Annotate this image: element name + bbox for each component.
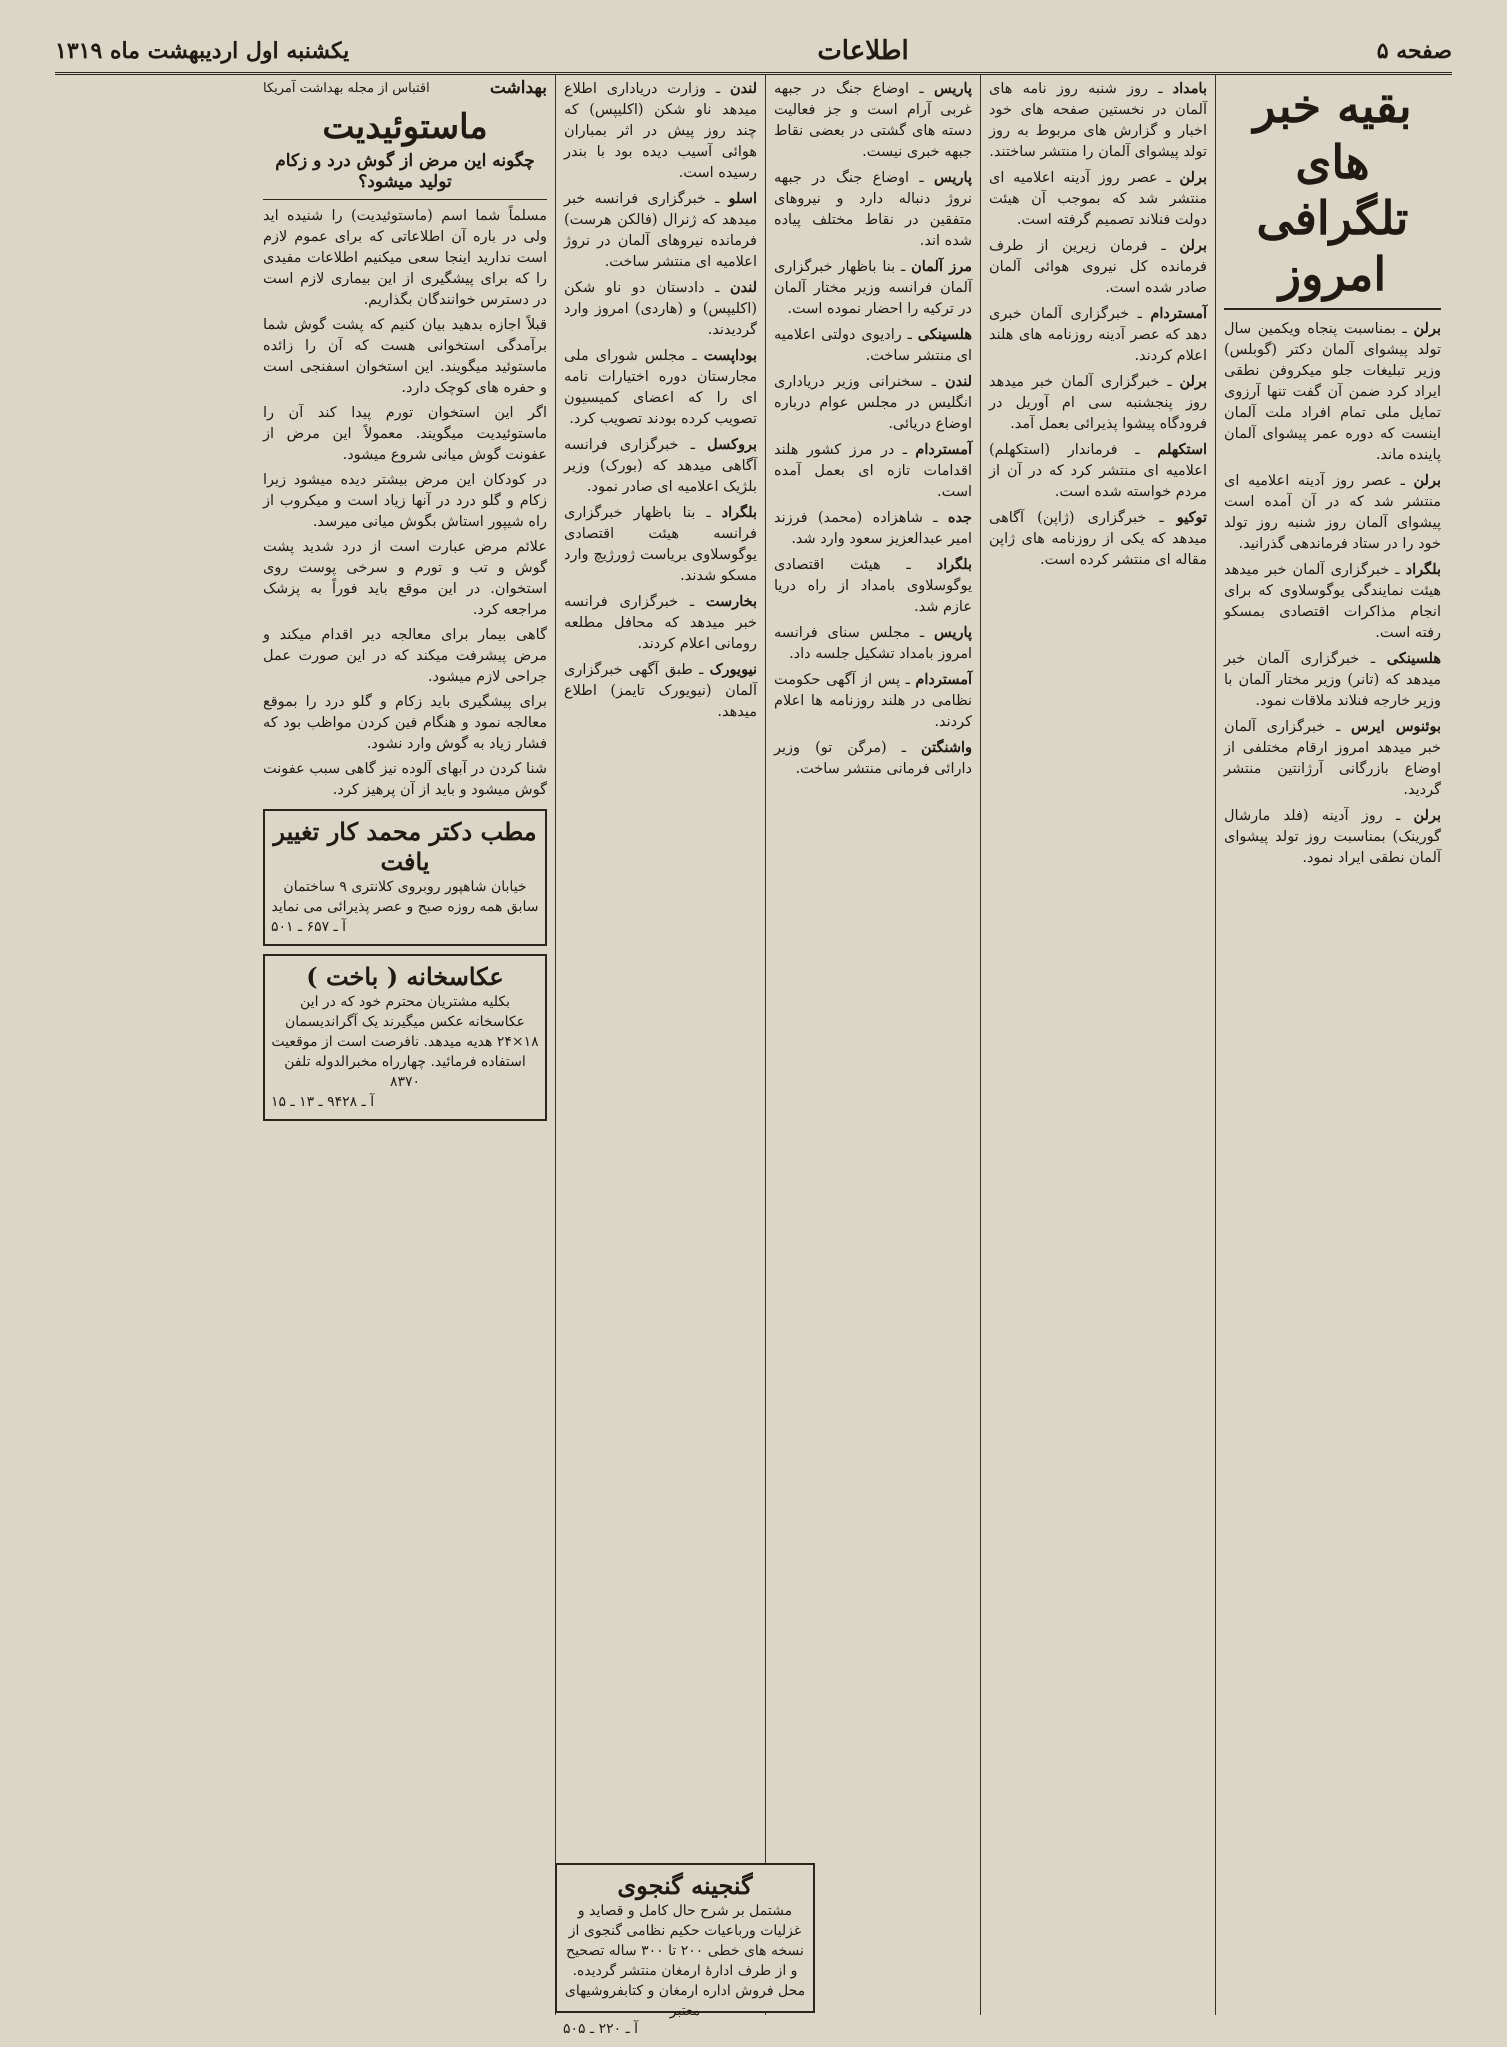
photo-ad-heading: عکاسخانه ( باخت ) xyxy=(306,962,504,991)
news-dateline: هلسینکی xyxy=(1386,650,1441,667)
columns xyxy=(55,74,1449,2015)
article-paragraph: اگر این استخوان تورم پیدا کند آن را ماستوئیدیت میگویند. معمولاً این مرض از عفونت گوش میانی شروع میشود. xyxy=(263,405,547,463)
page-number: صفحه ۵ xyxy=(1376,38,1452,64)
news-text: روز شنبه روز نامه های آلمان در نخستین صفحه های خود اخبار و گزارش های مربوط به روز تولد پیشوای آلمان را منتشر ساختند. xyxy=(989,81,1207,160)
article-title: ماستوئیدیت xyxy=(322,107,488,147)
news-text: فرماندار (استکهلم) اعلامیه ای منتشر کرد که در آن از مردم خواسته شده است. xyxy=(989,442,1207,500)
article-paragraph: شنا کردن در آبهای آلوده نیز گاهی سبب عفونت گوش میشود و باید از آن پرهیز کرد. xyxy=(263,761,547,798)
news-text: رادیوی دولتی اعلامیه ای منتشر ساخت. xyxy=(774,327,972,364)
news-text: بمناسبت پنجاه ویکمین سال تولد پیشوای آلمان دکتر (گوبلس) وزیر تبلیغات جلو میکروفن نطقی ایراد کرد ضمن آن گفت تنها آرزوی تمایل ملی تمام افراد ملت آلمان اینست که دوره عمر پیشوای آلمان پاینده ماند. xyxy=(1224,321,1441,463)
news-dateline: پاریس xyxy=(934,80,973,97)
news-item: برلن ـ فرمان زیرین از طرف فرمانده کل نیروی هوائی آلمان صادر شده است. xyxy=(989,237,1208,296)
news-dateline: جده xyxy=(947,509,973,526)
news-item: جده ـ شاهزاده (محمد) فرزند امیر عبدالعزیز سعود وارد شد. xyxy=(774,509,973,547)
news-item: بوئنوس ایرس ـ خبرگزاری آلمان خبر میدهد امروز ارقام مختلفی از اوضاع بازرگانی آرژانتین منتشر گردید. xyxy=(1224,718,1441,798)
news-text: مجلس شورای ملی مجارستان دوره اختیارات نامه ای را که اعضای کمیسیون تصویب کرده بودند تصویب کرد. xyxy=(564,348,757,427)
news-item: برلن ـ خبرگزاری آلمان خبر میدهد روز پنجشنبه سی ام آوریل در فرودگاه پیشوا پذیرائی بعمل آمد. xyxy=(989,373,1207,432)
news-text: خبرگزاری آلمان خبر میدهد امروز ارقام مختلفی از اوضاع بازرگانی آرژانتین منتشر گردید. xyxy=(1224,719,1441,798)
news-dateline: آمستردام xyxy=(915,441,972,458)
news-item: برلن ـ عصر روز آدینه اعلامیه ای منتشر شد که در آن آمده است پیشوای آلمان روز شنبه روز تولد خود را در ستاد فرماندهی گذرانید. xyxy=(1224,472,1442,552)
news-dateline: بامداد xyxy=(1172,80,1207,97)
news-list-2 xyxy=(989,78,1207,571)
news-item: استکهلم ـ فرماندار (استکهلم) اعلامیه ای منتشر کرد که در آن از مردم خواسته شده است. xyxy=(989,441,1208,500)
news-text: خبرگزاری فرانسه آگاهی میدهد که (بورک) وزیر بلژیک اعلامیه ای صادر نمود. xyxy=(564,437,757,495)
news-text: وزارت دریاداری اطلاع میدهد ناو شکن (اکلیپس) که چند روز پیش در اثر بمباران هوائی آسیب دیده بود با بندر رسیده است. xyxy=(564,81,757,181)
book-ad xyxy=(555,1863,815,2037)
news-text: روز آدینه (فلد مارشال گورینک) بمناسبت روز تولد پیشوای آلمان نطقی ایراد نمود. xyxy=(1224,808,1441,866)
news-item: پاریس ـ اوضاع جنگ در جبهه نروژ دنباله دارد و نیروهای متفقین در نقاط مختلف پیاده شده اند. xyxy=(774,169,973,249)
clinic-ad-text: خیابان شاهپور روبروی کلانتری ۹ ساختمان سابق همه روزه صبح و عصر پذیرائی می نماید xyxy=(271,879,539,915)
news-item: آمستردام ـ پس از آگهی حکومت نظامی در هلند روزنامه ها اعلام کردند. xyxy=(774,671,972,730)
news-text: شاهزاده (محمد) فرزند امیر عبدالعزیز سعود وارد شد. xyxy=(774,510,972,547)
news-item: بوداپست ـ مجلس شورای ملی مجارستان دوره اختیارات نامه ای را که اعضای کمیسیون تصویب کرده بودند تصویب کرد. xyxy=(564,347,757,427)
news-dateline: بوداپست xyxy=(703,347,757,364)
newspaper-name: اطلاعات xyxy=(817,36,909,66)
news-item: توکیو ـ خبرگزاری (ژاپن) آگاهی میدهد که یکی از روزنامه های ژاپن مقاله ای منتشر کرده است. xyxy=(989,509,1208,568)
news-list-4 xyxy=(564,78,757,723)
news-dateline: نیویورک xyxy=(709,661,757,678)
photo-ad-text: بکلیه مشتریان محترم خود که در این عکاسخانه عکس میگیرند یک آگراندیسمان ۱۸×۲۴ هدیه میدهد. نافرصت است از موقعیت استفاده فرمائید. چهارراه مخبرالدوله تلفن ۸۳۷۰ xyxy=(271,994,539,1090)
news-item: برلن ـ بمناسبت پنجاه ویکمین سال تولد پیشوای آلمان دکتر (گوبلس) وزیر تبلیغات جلو میکروفن نطقی ایراد کرد ضمن آن گفت تنها آرزوی تمایل ملی تمام افراد ملت آلمان اینست که دوره عمر پیشوای آلمان پاینده ماند. xyxy=(1224,320,1441,463)
issue-date: یکشنبه اول اردیبهشت ماه ۱۳۱۹ xyxy=(55,38,350,64)
news-text: هیئت اقتصادی یوگوسلاوی بامداد از راه دریا عازم شد. xyxy=(774,557,972,615)
news-dateline: آمستردام xyxy=(915,671,972,688)
news-dateline: برلن xyxy=(1413,320,1441,337)
news-dateline: برلن xyxy=(1179,373,1207,390)
news-dateline: بلگراد xyxy=(721,504,757,521)
news-text: خبرگزاری آلمان خبر میدهد روز پنجشنبه سی ام آوریل در فرودگاه پیشوا پذیرائی بعمل آمد. xyxy=(989,374,1207,432)
news-item: لندن ـ سخنرانی وزیر دریاداری انگلیس در مجلس عوام درباره اوضاع دریائی. xyxy=(774,373,973,432)
news-text: خبرگزاری فرانسه خبر میدهد که ژنرال (فالکن هرست) فرمانده نیروهای آلمان در نروژ اعلامیه ای منتشر ساخت. xyxy=(564,191,757,270)
news-text: اوضاع جنگ در جبهه غربی آرام است و جز فعالیت دسته های گشتی در بعضی نقاط جبهه خبری نیست. xyxy=(774,81,972,160)
news-item: هلسینکی ـ خبرگزاری آلمان خبر میدهد که (تانر) وزیر مختار آلمان با وزیر خارجه فنلاند ملاقات نمود. xyxy=(1224,650,1441,709)
clinic-ad-number: آ ـ ۶۵۷ ـ ۵۰۱ xyxy=(271,919,347,935)
source-line: اقتباس از مجله بهداشت آمریکا xyxy=(263,81,430,96)
news-text: خبرگزاری فرانسه خبر میدهد که محافل مطلعه رومانی اعلام کردند. xyxy=(564,594,757,652)
news-list-3 xyxy=(774,78,972,780)
column-health xyxy=(255,74,555,2015)
news-text: پس از آگهی حکومت نظامی در هلند روزنامه ها اعلام کردند. xyxy=(774,672,972,730)
news-dateline: پاریس xyxy=(934,624,972,641)
news-text: خبرگزاری (ژاپن) آگاهی میدهد که یکی از روزنامه های ژاپن مقاله ای منتشر کرده است. xyxy=(989,510,1207,568)
news-item: آمستردام ـ خبرگزاری آلمان خبری دهد که عصر آدینه روزنامه های هلند اعلام کردند. xyxy=(989,305,1207,364)
news-text: مجلس سنای فرانسه امروز بامداد تشکیل جلسه داد. xyxy=(774,625,972,662)
health-header xyxy=(263,78,547,103)
news-text: بنا باظهار خبرگزاری فرانسه هیئت اقتصادی یوگوسلاوی بریاست ژورژیچ وارد مسکو شدند. xyxy=(564,505,757,584)
column-telegraph-news xyxy=(1215,74,1449,2015)
news-text: بنا باظهار خبرگزاری آلمان فرانسه وزیر مختار آلمان در ترکیه را احضار نموده است. xyxy=(774,259,972,317)
photo-ad-number: آ ـ ۹۴۲۸ ـ ۱۳ ـ ۱۵ xyxy=(271,1094,375,1110)
news-text: دادستان دو ناو شکن (اکلیپس) و (هاردی) امروز وارد گردیدند. xyxy=(564,280,757,338)
news-item: لندن ـ دادستان دو ناو شکن (اکلیپس) و (هاردی) امروز وارد گردیدند. xyxy=(564,279,757,338)
news-text: در مرز کشور هلند اقدامات تازه ای بعمل آمده است. xyxy=(774,442,972,500)
news-dateline: واشنگتن xyxy=(921,739,973,756)
book-ad-heading: گنجینه گنجوی xyxy=(617,1871,753,1900)
news-text: عصر روز آدینه اعلامیه ای منتشر شد که در آن آمده است پیشوای آلمان روز شنبه روز تولد خود را در ستاد فرماندهی گذرانید. xyxy=(1224,473,1441,552)
news-text: فرمان زیرین از طرف فرمانده کل نیروی هوائی آلمان صادر شده است. xyxy=(989,238,1207,296)
news-dateline: بوئنوس ایرس xyxy=(1350,718,1441,735)
news-item: واشنگتن ـ (مرگن تو) وزیر دارائی فرمانی منتشر ساخت. xyxy=(774,739,973,777)
news-dateline: لندن xyxy=(729,80,757,97)
news-dateline: مرز آلمان xyxy=(911,258,972,275)
news-item: آمستردام ـ در مرز کشور هلند اقدامات تازه ای بعمل آمده است. xyxy=(774,441,972,500)
news-dateline: برلن xyxy=(1179,237,1208,254)
news-item: بخارست ـ خبرگزاری فرانسه خبر میدهد که محافل مطلعه رومانی اعلام کردند. xyxy=(564,593,758,652)
book-ad-text: مشتمل بر شرح حال کامل و قصاید و غزلیات ورباعیات حکیم نظامی گنجوی از نسخه های خطی ۲۰۰ تا ۳۰۰ ساله تصحیح و از طرف ادارۀ ارمغان منتشر گردیده. محل فروش اداره ارمغان و کتابفروشیهای معتبر xyxy=(564,1903,806,2019)
news-list-1 xyxy=(1224,318,1441,869)
news-dateline: لندن xyxy=(944,373,973,390)
news-text: خبرگزاری آلمان خبری دهد که عصر آدینه روزنامه های هلند اعلام کردند. xyxy=(989,306,1207,364)
health-body xyxy=(263,206,547,801)
news-dateline: اسلو xyxy=(728,190,757,207)
news-dateline: آمستردام xyxy=(1150,305,1207,322)
article-paragraph: برای پیشگیری باید زکام و گلو درد را بموقع معالجه نمود و هنگام فین کردن مواظب بود که فشار زیاد به گوش وارد نشود. xyxy=(263,694,547,752)
news-text: خبرگزاری آلمان خبر میدهد هیئت نمایندگی یوگوسلاوی که برای انجام مذاکرات اقتصادی بمسکو رفته است. xyxy=(1224,562,1441,641)
news-item: مرز آلمان ـ بنا باظهار خبرگزاری آلمان فرانسه وزیر مختار آلمان در ترکیه را احضار نموده است. xyxy=(774,258,972,317)
news-item: بلگراد ـ خبرگزاری آلمان خبر میدهد هیئت نمایندگی یوگوسلاوی که برای انجام مذاکرات اقتصادی بمسکو رفته است. xyxy=(1224,561,1441,641)
news-dateline: برلن xyxy=(1179,169,1208,186)
news-dateline: بخارست xyxy=(705,593,758,610)
news-text: طبق آگهی خبرگزاری آلمان (نیویورک تایمز) اطلاع میدهد. xyxy=(564,662,757,720)
news-item: برلن ـ روز آدینه (فلد مارشال گورینک) بمناسبت روز تولد پیشوای آلمان نطقی ایراد نمود. xyxy=(1224,807,1442,866)
news-item: هلسینکی ـ رادیوی دولتی اعلامیه ای منتشر ساخت. xyxy=(774,326,972,364)
news-item: بروکسل ـ خبرگزاری فرانسه آگاهی میدهد که (بورک) وزیر بلژیک اعلامیه ای صادر نمود. xyxy=(564,436,757,495)
news-item: پاریس ـ اوضاع جنگ در جبهه غربی آرام است و جز فعالیت دسته های گشتی در بعضی نقاط جبهه خبری نیست. xyxy=(774,80,973,160)
news-dateline: هلسینکی xyxy=(917,326,972,343)
section-label: بهداشت xyxy=(489,78,547,98)
article-paragraph: قبلاً اجازه بدهید بیان کنیم که پشت گوش شما برآمدگی استخوانی هست که آن را زائده ماستوئید میگویند. این استخوان اسفنجی است و حفره های کوچک دارد. xyxy=(263,317,547,396)
news-dateline: توکیو xyxy=(1176,509,1208,526)
article-paragraph: در کودکان این مرض بیشتر دیده میشود زیرا زکام و گلو درد در آنها زیاد است و میکروب از راه شیپور استاش بگوش میانی میرسد. xyxy=(263,472,547,530)
news-item: لندن ـ وزارت دریاداری اطلاع میدهد ناو شکن (اکلیپس) که چند روز پیش در اثر بمباران هوائی آسیب دیده بود با بندر رسیده است. xyxy=(564,80,757,181)
news-dateline: بلگراد xyxy=(936,556,972,573)
clinic-ad-heading: مطب دکتر محمد کار تغییر یافت xyxy=(273,817,537,876)
news-dateline: لندن xyxy=(729,279,757,296)
article-paragraph: علائم مرض عبارت است از درد شدید پشت گوش و تب و تورم و سرخی پوست روی استخوان. در این موقع باید فوراً به پزشک مراجعه کرد. xyxy=(263,539,547,618)
main-headline: بقیه خبر های تلگرافی امروز xyxy=(1224,78,1441,310)
news-text: خبرگزاری آلمان خبر میدهد که (تانر) وزیر مختار آلمان با وزیر خارجه فنلاند ملاقات نمود. xyxy=(1224,651,1441,709)
news-dateline: برلن xyxy=(1413,472,1442,489)
news-dateline: استکهلم xyxy=(1157,441,1208,458)
news-dateline: برلن xyxy=(1413,807,1442,824)
news-item: بلگراد ـ بنا باظهار خبرگزاری فرانسه هیئت اقتصادی یوگوسلاوی بریاست ژورژیچ وارد مسکو شدند. xyxy=(564,504,757,584)
news-text: سخنرانی وزیر دریاداری انگلیس در مجلس عوام درباره اوضاع دریائی. xyxy=(774,374,972,432)
news-item: اسلو ـ خبرگزاری فرانسه خبر میدهد که ژنرال (فالکن هرست) فرمانده نیروهای آلمان در نروژ اعلامیه ای منتشر ساخت. xyxy=(564,190,757,270)
article-paragraph: مسلماً شما اسم (ماستوئیدیت) را شنیده اید ولی در باره آن اطلاعاتی که برای عموم لازم است ندارید اینجا سعی میکنیم اطلاعات مفیدی را که برای پیشگیری از این بیماری لازم است در دسترس خوانندگان بگذاریم. xyxy=(263,208,547,308)
article-paragraph: گاهی بیمار برای معالجه دیر اقدام میکند و مرض پیشرفت میکند که در این صورت عمل جراحی لازم میشود. xyxy=(263,627,547,685)
news-dateline: بروکسل xyxy=(707,436,757,453)
clinic-ad xyxy=(263,809,547,946)
column-news-2 xyxy=(980,74,1215,2015)
news-item: بامداد ـ روز شنبه روز نامه های آلمان در نخستین صفحه های خود اخبار و گزارش های مربوط به روز تولد پیشوای آلمان را منتشر ساختند. xyxy=(989,80,1207,160)
news-text: اوضاع جنگ در جبهه نروژ دنباله دارد و نیروهای متفقین در نقاط مختلف پیاده شده اند. xyxy=(774,170,972,249)
news-item: برلن ـ عصر روز آدینه اعلامیه ای منتشر شد که بموجب آن هیئت دولت فنلاند تصمیم گرفته است. xyxy=(989,169,1208,228)
running-header xyxy=(55,30,1452,75)
news-item: بلگراد ـ هیئت اقتصادی یوگوسلاوی بامداد از راه دریا عازم شد. xyxy=(774,556,972,615)
news-dateline: پاریس xyxy=(934,169,973,186)
news-item: نیویورک ـ طبق آگهی خبرگزاری آلمان (نیویورک تایمز) اطلاع میدهد. xyxy=(564,661,757,720)
column-news-3 xyxy=(765,74,980,2015)
article-subtitle: چگونه این مرض از گوش درد و زکام تولید میشود؟ xyxy=(263,151,547,200)
column-news-4 xyxy=(555,74,765,2015)
news-dateline: بلگراد xyxy=(1405,561,1441,578)
news-text: (مرگن تو) وزیر دارائی فرمانی منتشر ساخت. xyxy=(774,740,972,777)
news-item: پاریس ـ مجلس سنای فرانسه امروز بامداد تشکیل جلسه داد. xyxy=(774,624,972,662)
book-ad-number: آ ـ ۲۲۰ ـ ۵۰۵ xyxy=(563,2021,639,2037)
news-text: عصر روز آدینه اعلامیه ای منتشر شد که بموجب آن هیئت دولت فنلاند تصمیم گرفته است. xyxy=(989,170,1207,228)
photo-ad xyxy=(263,954,547,1121)
